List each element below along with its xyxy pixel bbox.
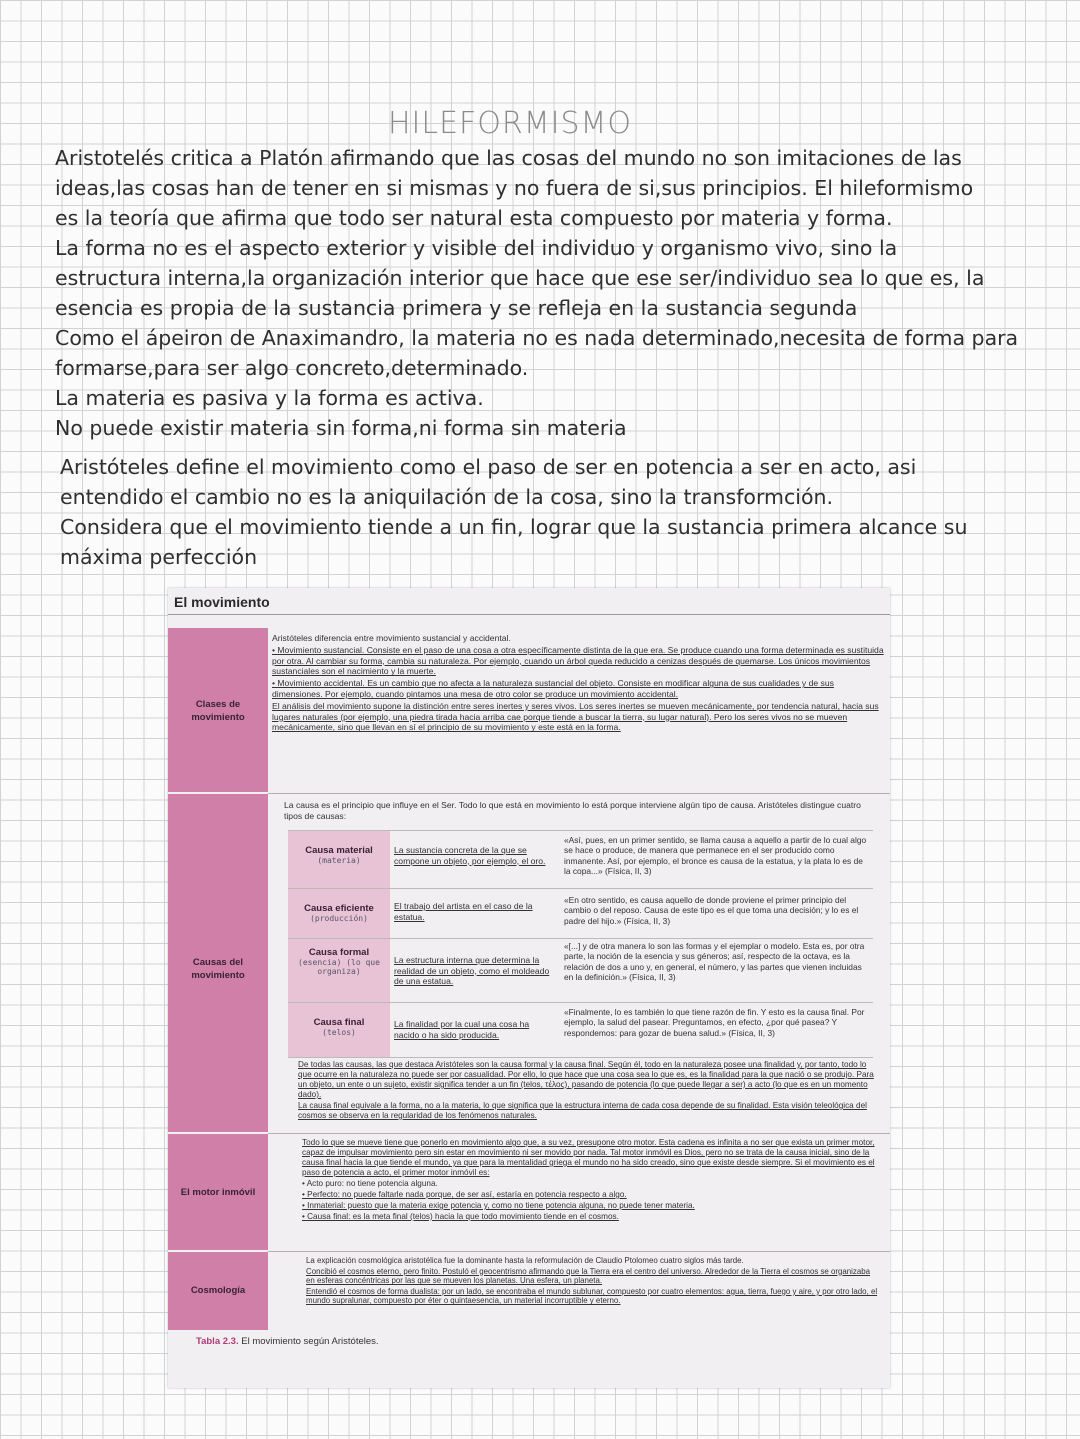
- scan-heading: El movimiento: [174, 594, 270, 610]
- cause-desc: La finalidad por la cual una cosa ha nacido o ha sido producida.: [394, 1019, 530, 1040]
- caption-text: El movimiento según Aristóteles.: [241, 1336, 379, 1347]
- notes-movimiento: [60, 452, 1070, 572]
- motor-bullet: • Perfecto: no puede faltarle nada porque, de ser así, estaría en potencia respecto a algo.: [302, 1190, 627, 1199]
- divider: [168, 614, 890, 615]
- cause-desc: La estructura interna que determina la realidad de un objeto, como el moldeado de una estatua.: [394, 955, 550, 986]
- row-label-causas: Causas del movimiento: [191, 957, 245, 981]
- cause-name-material: [288, 831, 390, 889]
- note-line: estructura interna,la organización interior que hace que ese ser/individuo sea lo que es, la: [55, 266, 985, 290]
- causas-final-text: De todas las causas, las que destaca Aristóteles son la causa formal y la causa final. Según él, todo en la naturaleza posee una finalidad y, por tanto, todo lo que ocurre en la naturaleza no puede ser por casualidad. Por ello, lo que hace que una cosa sea lo que es, es la finalidad para la que nació o se produjo. Para un objeto, un ente o un sujeto, existir significa tender a un fin (telos, τέλος), pasando de potencia (lo que puede llegar a ser) a acto (lo que es en un momento dado).: [298, 1060, 874, 1099]
- clases-block: [272, 633, 884, 734]
- causas-intro: La causa es el principio que influye en el Ser. Todo lo que está en movimiento lo está porque interviene algún tipo de causa. Aristóteles distingue cuatro tipos de causas:: [284, 800, 861, 821]
- handwritten-note: (producción): [310, 914, 368, 923]
- cause-quote: «Así, pues, en un primer sentido, se llama causa a aquello a partir de lo cual algo se hace o produce, de manera que permanece en el ser producido como inmanente. Así, por ejemplo, el bronce es causa de la estatua, y la plata lo es de la copa...» (Física, II, 3): [564, 835, 867, 877]
- handwritten-note: (materia): [317, 856, 361, 865]
- clases-sustancial: • Movimiento sustancial. Consiste en el paso de una cosa a otra específicamente distinta de la que era. Se produce cuando una forma determinada es sustituida por otra. Al cambiar su forma, cambia su naturaleza. Por ejemplo, cuando un árbol queda reducido a cenizas después de quemarse. Los únicos movimientos sustanciales son el nacimiento y la muerte.: [272, 644, 884, 677]
- causas-final-text-2: La causa final equivale a la forma, no a la materia, lo que significa que la estructura interna de cada cosa depende de su finalidad. Esta visión teleológica del cosmos se observa en la regularidad de los fenómenos naturales.: [298, 1101, 867, 1120]
- notes-hileformismo: [55, 143, 1065, 443]
- cause-name: Causa final: [313, 1017, 365, 1028]
- row-label-motor: El motor inmóvil: [180, 1187, 256, 1198]
- note-line: formarse,para ser algo concreto,determinado.: [55, 356, 529, 380]
- cosmo-block: [306, 1256, 880, 1307]
- divider: [268, 1251, 890, 1252]
- handwritten-note: (esencia) (lo que organiza): [298, 958, 380, 976]
- causas-final-block: [298, 1060, 880, 1122]
- cosmo-p2: Concibió el cosmos eterno, pero finito. Postuló el geocentrismo afirmando que la Tierra era el centro del universo. Alrededor de la Tierra el cosmos se organizaba en esferas concéntricas por las que se mueven los planetas. Una esfera, un planeta.: [306, 1266, 871, 1286]
- cause-quote: «En otro sentido, es causa aquello de donde proviene el primer principio del cambio o del reposo. Causa de este tipo es el que toma una decisión; y lo es el padre del hijo.» (Física, II, 3): [564, 895, 859, 926]
- cause-name-eficiente: [288, 889, 390, 939]
- page-title: HILEFORMISMO: [387, 106, 633, 141]
- note-line: entendido el cambio no es la aniquilación de la cosa, sino la transformción.: [60, 485, 834, 509]
- note-line: Como el ápeiron de Anaximandro, la materia no es nada determinado,necesita de forma para: [55, 326, 1019, 350]
- cause-desc: El trabajo del artista en el caso de la estatua.: [394, 901, 533, 922]
- cause-desc: La sustancia concreta de la que se compone un objeto, por ejemplo, el oro.: [394, 845, 546, 866]
- cause-name: Causa material: [305, 845, 373, 856]
- note-line: La forma no es el aspecto exterior y visible del individuo y organismo vivo, sino la: [55, 236, 898, 260]
- cause-row-formal: [288, 938, 873, 1003]
- cause-name: Causa eficiente: [304, 903, 374, 914]
- cause-name-final: [288, 1003, 390, 1057]
- cause-quote: «[...] y de otra manera lo son las formas y el ejemplar o modelo. Esta es, por otra parte, la noción de la esencia y sus géneros; así, respecto de la octava, es la relación de dos a uno y, en general, el número, y las partes que vienen incluidas en la definición.» (Física, II, 3): [564, 941, 865, 983]
- motor-block: [302, 1138, 880, 1223]
- handwritten-note: (telos): [322, 1028, 356, 1037]
- cause-name: Causa formal: [308, 947, 370, 958]
- cause-row-final: [288, 1002, 873, 1058]
- note-line: es la teoría que afirma que todo ser natural esta compuesto por materia y forma.: [55, 206, 893, 230]
- motor-bullet: • Inmaterial: puesto que la materia exige potencia y, como no tiene potencia alguna, no puede tener materia.: [302, 1201, 695, 1210]
- clases-analisis: El análisis del movimiento supone la distinción entre seres inertes y seres vivos. Los seres inertes se mueven mecánicamente, por tendencia natural, hacia sus lugares naturales (por ejemplo, una piedra tirada hacia arriba cae porque tiende a buscar la tierra, su lugar natural). Pero los seres vivos no se mueven mecánicamente, sino que llevan en sí el principio de su movimiento y este está en la forma.: [272, 700, 879, 733]
- motor-text: Todo lo que se mueve tiene que ponerlo en movimiento algo que, a su vez, presupone otro motor. Esta cadena es infinita a no ser que exista un primer motor, capaz de impulsar movimiento pero sin estar en movimiento ni ser movido por nada. Tal motor inmóvil es Dios, pero no se trata de la causa inicial, sino de la causa final hacia la que tiende el mundo, ya que para la mentalidad griega el mundo no ha sido creado, sino que existe desde siempre. Si el movimiento es el paso de potencia a acto, el primer motor inmóvil es:: [302, 1138, 875, 1177]
- motor-bullet: • Acto puro: no tiene potencia alguna.: [302, 1179, 438, 1188]
- divider: [268, 793, 890, 794]
- note-line: Aristotelés critica a Platón afirmando que las cosas del mundo no son imitaciones de las: [55, 146, 962, 170]
- cause-quote: «Finalmente, lo es también lo que tiene razón de fin. Y esto es la causa final. Por ejemplo, la salud del pasear. Preguntamos, en efecto, ¿por qué pasea? Y respondemos: para gozar de buena salud.» (Física, II, 3): [564, 1007, 865, 1038]
- cosmo-p1: La explicación cosmológica aristotélica fue la dominante hasta la reformulación de Claudio Ptolomeo cuatro siglos más tarde.: [306, 1256, 744, 1265]
- clases-accidental: • Movimiento accidental. Es un cambio que no afecta a la naturaleza sustancial del objeto. Consiste en modificar alguna de sus cualidades y de sus dimensiones. Por ejemplo, cuando pintamos una mesa de otro color se produce un movimiento accidental.: [272, 678, 834, 699]
- cause-row-eficiente: [288, 888, 873, 939]
- row-label-cosmo: Cosmología: [190, 1285, 246, 1296]
- note-line: La materia es pasiva y la forma es activa.: [55, 386, 484, 410]
- table-caption: [196, 1336, 379, 1347]
- note-line: ideas,las cosas han de tener en si mismas y no fuera de si,sus principios. El hileformismo: [55, 176, 974, 200]
- note-line: Considera que el movimiento tiende a un fin, lograr que la sustancia primera alcance su: [60, 515, 968, 539]
- cause-row-material: [288, 830, 873, 889]
- note-line: No puede existir materia sin forma,ni forma sin materia: [55, 416, 627, 440]
- note-line: Aristóteles define el movimiento como el paso de ser en potencia a ser en acto, asi: [60, 455, 917, 479]
- note-line: esencia es propia de la sustancia primera y se refleja en la sustancia segunda: [55, 296, 858, 320]
- cosmo-p3: Entendió el cosmos de forma dualista: por un lado, se encontraba el mundo sublunar, compuesto por cuatro elementos: agua, tierra, fuego y aire, y por otro lado, el mundo supralunar, compuesto por éter o quintaesencia, un material incorruptible y eterno.: [306, 1286, 878, 1306]
- row-label-clases: Clases de movimiento: [191, 699, 245, 723]
- clases-intro: Aristóteles diferencia entre movimiento sustancial y accidental.: [272, 633, 511, 643]
- divider: [268, 1133, 890, 1134]
- textbook-scan: [168, 588, 890, 1388]
- cause-name-formal: [288, 939, 390, 1003]
- caption-number: Tabla 2.3.: [196, 1336, 239, 1347]
- note-line: máxima perfección: [60, 545, 258, 569]
- motor-bullet: • Causa final: es la meta final (telos) hacia la que todo movimiento tiende en el cosmos.: [302, 1212, 619, 1221]
